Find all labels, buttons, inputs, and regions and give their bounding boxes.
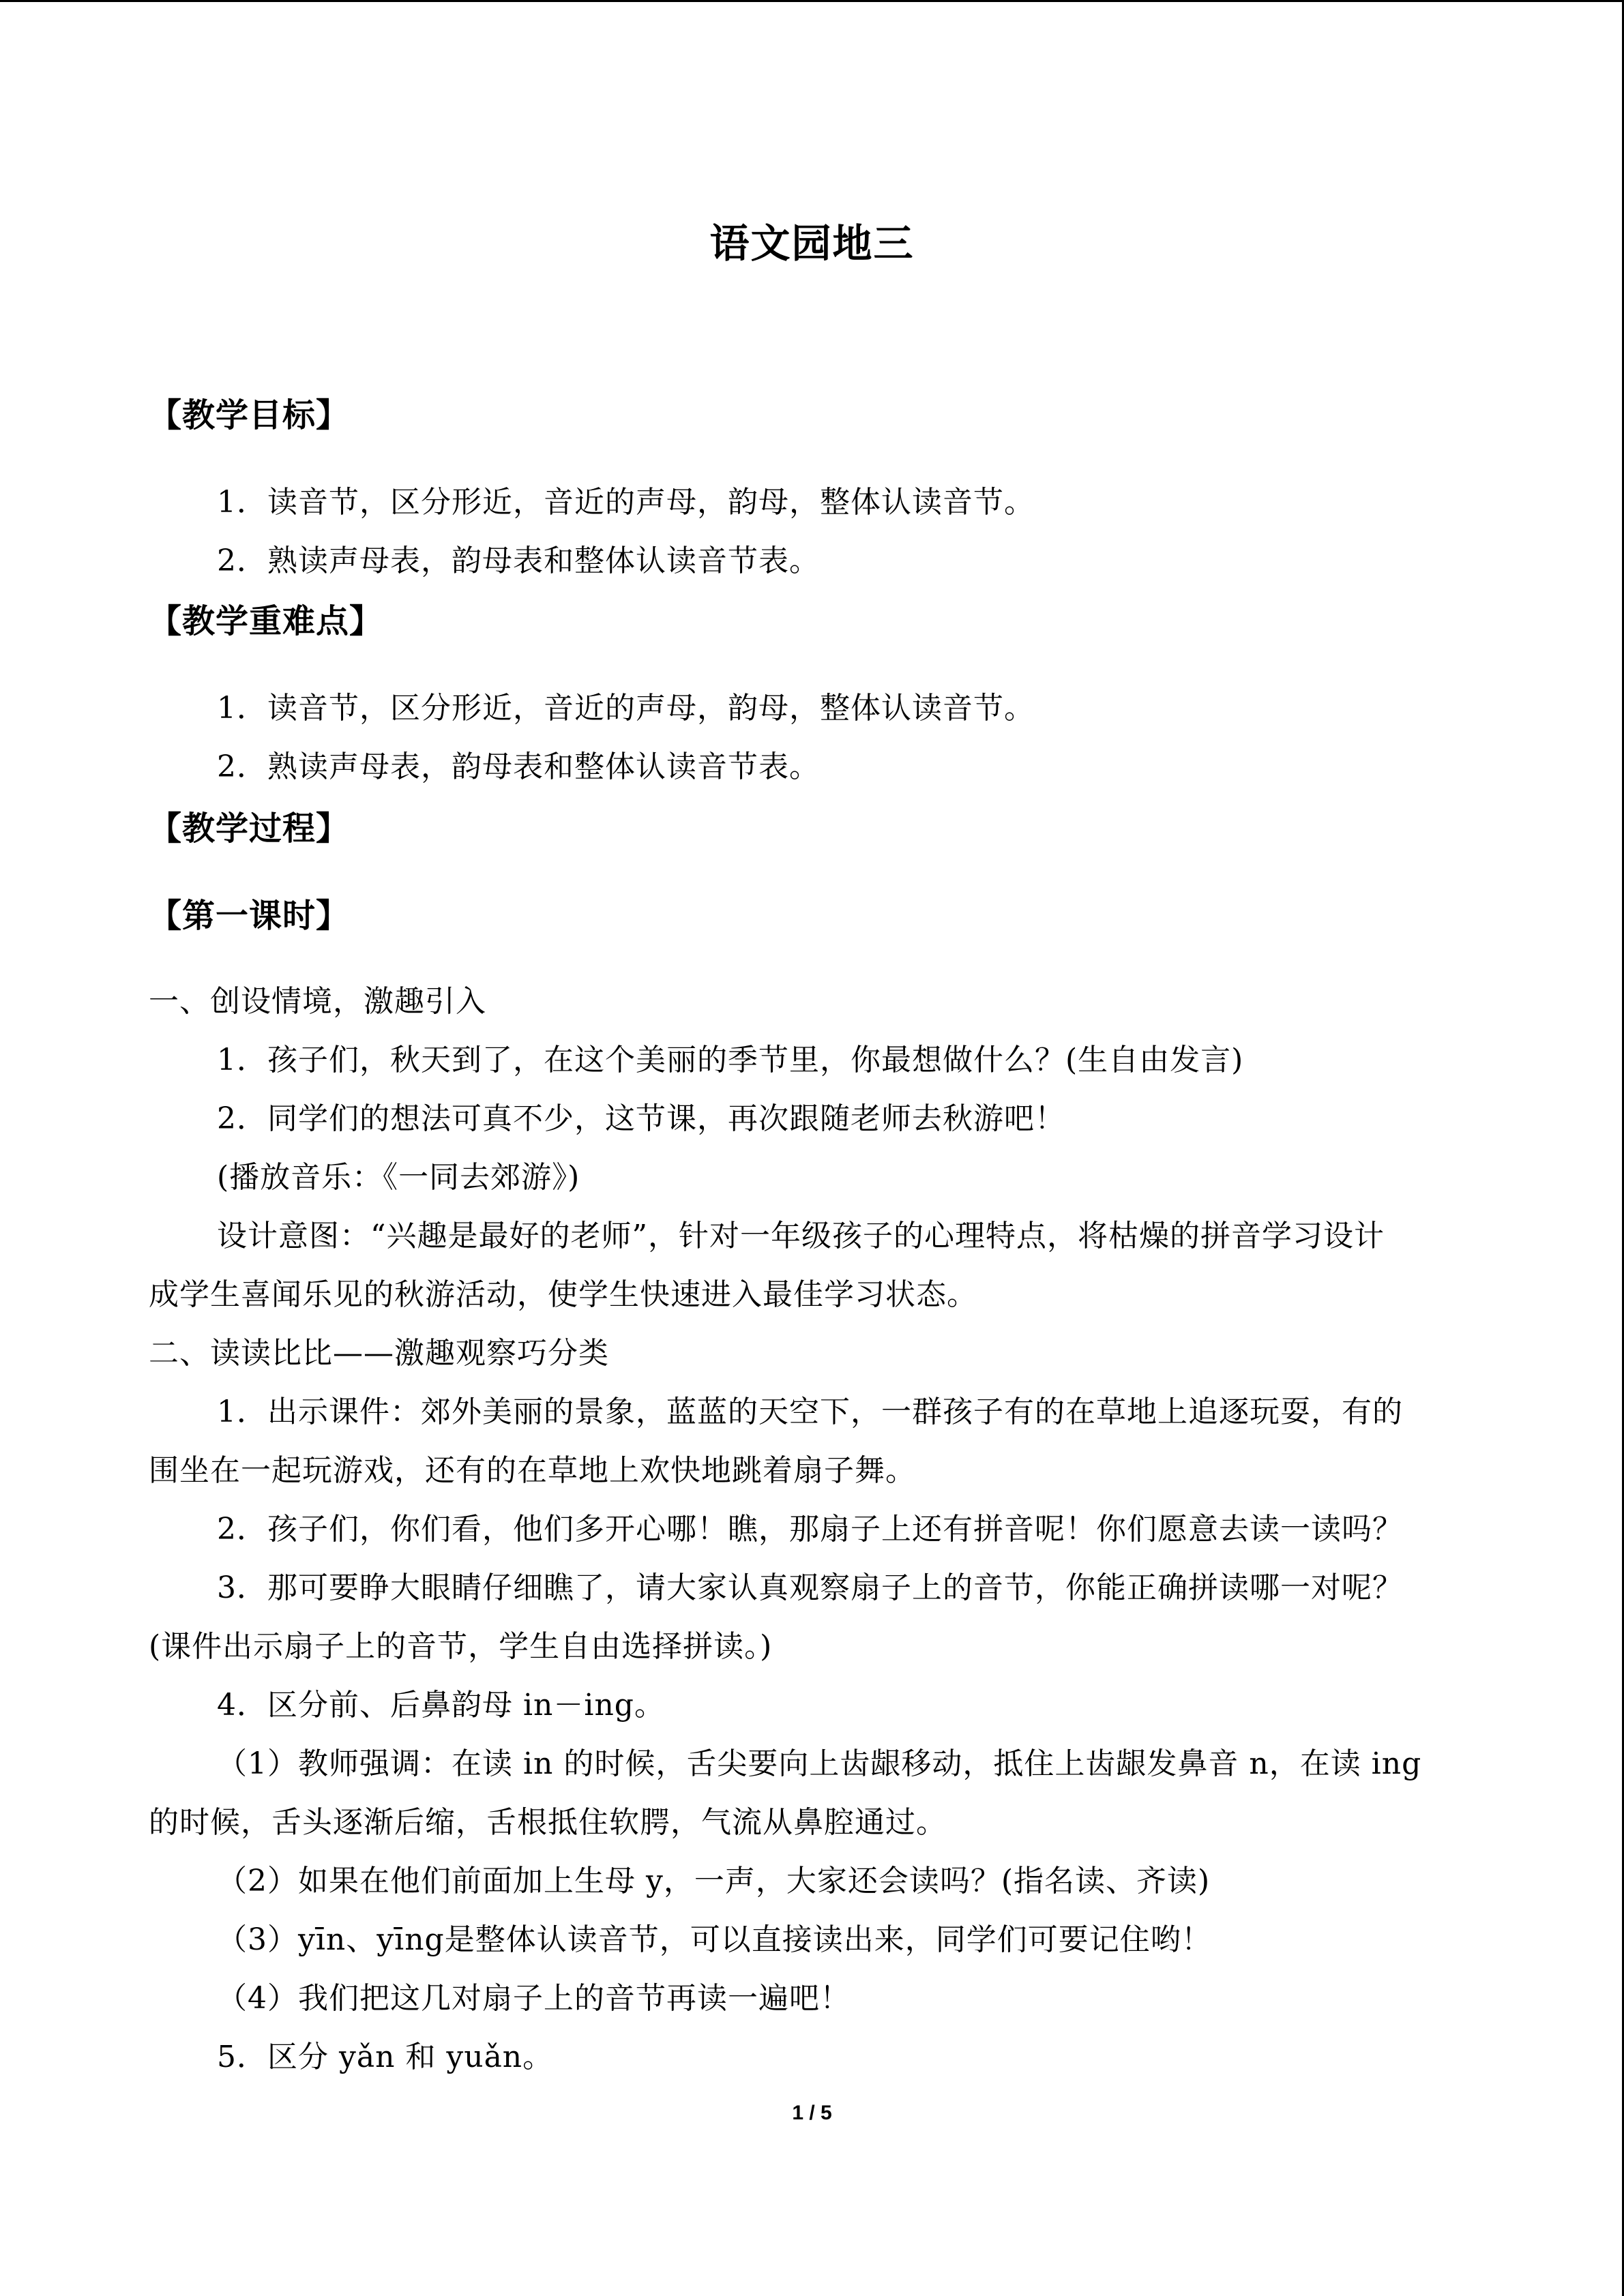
key-point-item: 1．读音节，区分形近，音近的声母，韵母，整体认读音节。 (217, 691, 1035, 726)
paragraph: (播放音乐：《一同去郊游》) (217, 1160, 580, 1195)
goals-heading: 【教学目标】 (149, 396, 350, 434)
paragraph: 2．同学们的想法可真不少，这节课，再次跟随老师去秋游吧！ (217, 1101, 1065, 1136)
paragraph: 设计意图：“兴趣是最好的老师”，针对一年级孩子的心理特点，将枯燥的拼音学习设计 (217, 1219, 1385, 1253)
paragraph: 成学生喜闻乐见的秋游活动，使学生快速进入最佳学习状态。 (149, 1277, 977, 1312)
goal-item: 1．读音节，区分形近，音近的声母，韵母，整体认读音节。 (217, 485, 1035, 520)
paragraph: 的时候，舌头逐渐后缩，舌根抵住软腭，气流从鼻腔通过。 (149, 1805, 947, 1840)
paragraph: 5．区分 yǎn 和 yuǎn。 (217, 2040, 554, 2074)
paragraph: 围坐在一起玩游戏，还有的在草地上欢快地跳着扇子舞。 (149, 1453, 916, 1488)
paragraph: （4）我们把这几对扇子上的音节再读一遍吧！ (217, 1981, 851, 2016)
paragraph: （1）教师强调：在读 in 的时候，舌尖要向上齿龈移动，抵住上齿龈发鼻音 n，在读 ing (217, 1746, 1422, 1781)
paragraph: 1．出示课件：郊外美丽的景象，蓝蓝的天空下，一群孩子有的在草地上追逐玩耍，有的 (217, 1395, 1403, 1429)
section-one-heading: 一、创设情境，激趣引入 (149, 984, 486, 1019)
lesson1-heading: 【第一课时】 (149, 897, 350, 935)
goal-item: 2．熟读声母表，韵母表和整体认读音节表。 (217, 543, 820, 578)
key-point-item: 2．熟读声母表，韵母表和整体认读音节表。 (217, 749, 820, 784)
paragraph: （3）yīn、yīng是整体认读音节，可以直接读出来，同学们可要记住哟！ (217, 1922, 1212, 1957)
process-heading: 【教学过程】 (149, 809, 350, 848)
paragraph: 1．孩子们，秋天到了，在这个美丽的季节里，你最想做什么？(生自由发言) (217, 1043, 1244, 1077)
paragraph: （2）如果在他们前面加上生母 y，一声，大家还会读吗？(指名读、齐读) (217, 1864, 1211, 1898)
paragraph: 3．那可要睁大眼睛仔细瞧了，请大家认真观察扇子上的音节，你能正确拼读哪一对呢？ (217, 1570, 1403, 1605)
paragraph: (课件出示扇子上的音节，学生自由选择拼读。) (149, 1629, 773, 1664)
paragraph: 4．区分前、后鼻韵母 in－ing。 (217, 1688, 665, 1723)
paragraph: 2．孩子们，你们看，他们多开心哪！瞧，那扇子上还有拼音呢！你们愿意去读一读吗？ (217, 1512, 1403, 1547)
page-title: 语文园地三 (709, 220, 915, 267)
key-heading: 【教学重难点】 (149, 602, 383, 640)
page-number: 1 / 5 (792, 2102, 832, 2124)
section-two-heading: 二、读读比比——激趣观察巧分类 (149, 1336, 609, 1371)
